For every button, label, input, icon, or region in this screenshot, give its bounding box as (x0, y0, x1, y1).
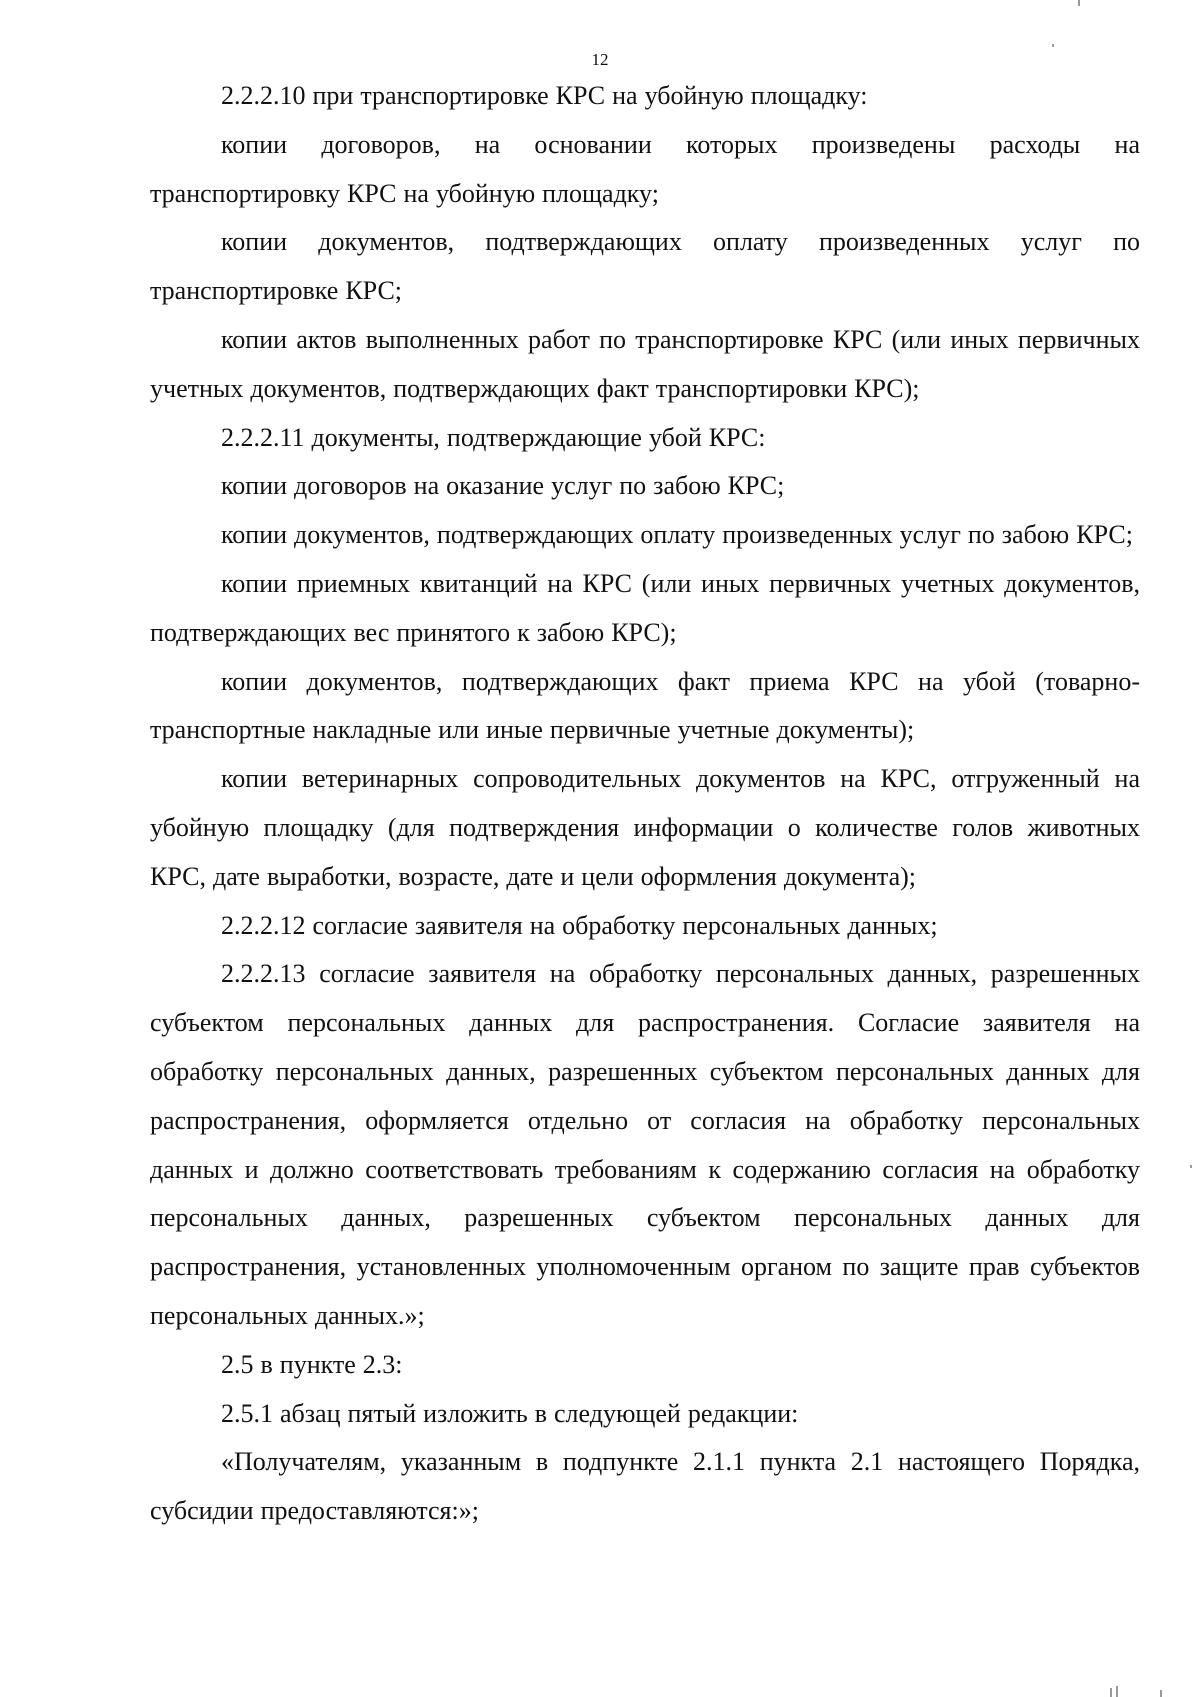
scan-artifact (1078, 0, 1080, 6)
scan-artifact (1116, 1686, 1118, 1697)
paragraph: копии документов, подтверждающих оплату произведенных услуг по забою КРС; (221, 520, 1133, 550)
paragraph: копии договоров, на основании которых произведены расходы на транспортировку КРС на убойную площадку; (150, 129, 1140, 208)
paragraph: 2.2.2.11 документы, подтверждающие убой КРС: (221, 422, 766, 452)
scan-artifact (1052, 44, 1054, 47)
paragraph: «Получателям, указанным в подпункте 2.1.1 пункта 2.1 настоящего Порядка, субсидии предоставляются:»; (150, 1447, 1140, 1526)
paragraph: копии приемных квитанций на КРС (или иных первичных учетных документов, подтверждающих вес принятого к забою КРС); (150, 568, 1140, 647)
paragraph: копии документов, подтверждающих факт приема КРС на убой (товарно-транспортные накладные или иные первичные учетные документы); (150, 666, 1140, 745)
paragraph: 2.2.2.12 согласие заявителя на обработку персональных данных; (221, 910, 938, 940)
scan-artifact (1110, 1688, 1112, 1697)
paragraph: 2.2.2.13 согласие заявителя на обработку персональных данных, разрешенных субъектом персональных данных для распространения. Согласие заявителя на обработку персональных данных, разрешенных субъектом персональных данных для распространения, оформляется отдельно от согласия на обработку персональных данных и должно соответствовать требованиям к содержанию согласия на обработку персональных данных, разрешенных субъектом персональных данных для распространения, установленных уполномоченным органом по защите прав субъектов персональных данных.»; (150, 959, 1140, 1330)
paragraph: 2.2.2.10 при транспортировке КРС на убойную площадку: (221, 81, 868, 110)
paragraph: 2.5.1 абзац пятый изложить в следующей редакции: (221, 1398, 799, 1428)
paragraph: 2.5 в пункте 2.3: (221, 1349, 403, 1379)
page-number: 12 (591, 50, 609, 69)
paragraph: копии ветеринарных сопроводительных документов на КРС, отгруженный на убойную площадку (для подтверждения информации о количестве голов животных КРС, дате выработки, возрасте, дате и цели оформления документа); (150, 764, 1140, 891)
scan-artifact (1190, 1165, 1192, 1168)
paragraph: копии актов выполненных работ по транспортировке КРС (или иных первичных учетных документов, подтверждающих факт транспортировки КРС); (150, 324, 1140, 403)
scan-artifact (1160, 1690, 1162, 1697)
paragraph: копии документов, подтверждающих оплату произведенных услуг по транспортировке КРС; (150, 227, 1140, 306)
paragraph: копии договоров на оказание услуг по забою КРС; (221, 471, 785, 501)
document-body (150, 72, 1140, 1536)
